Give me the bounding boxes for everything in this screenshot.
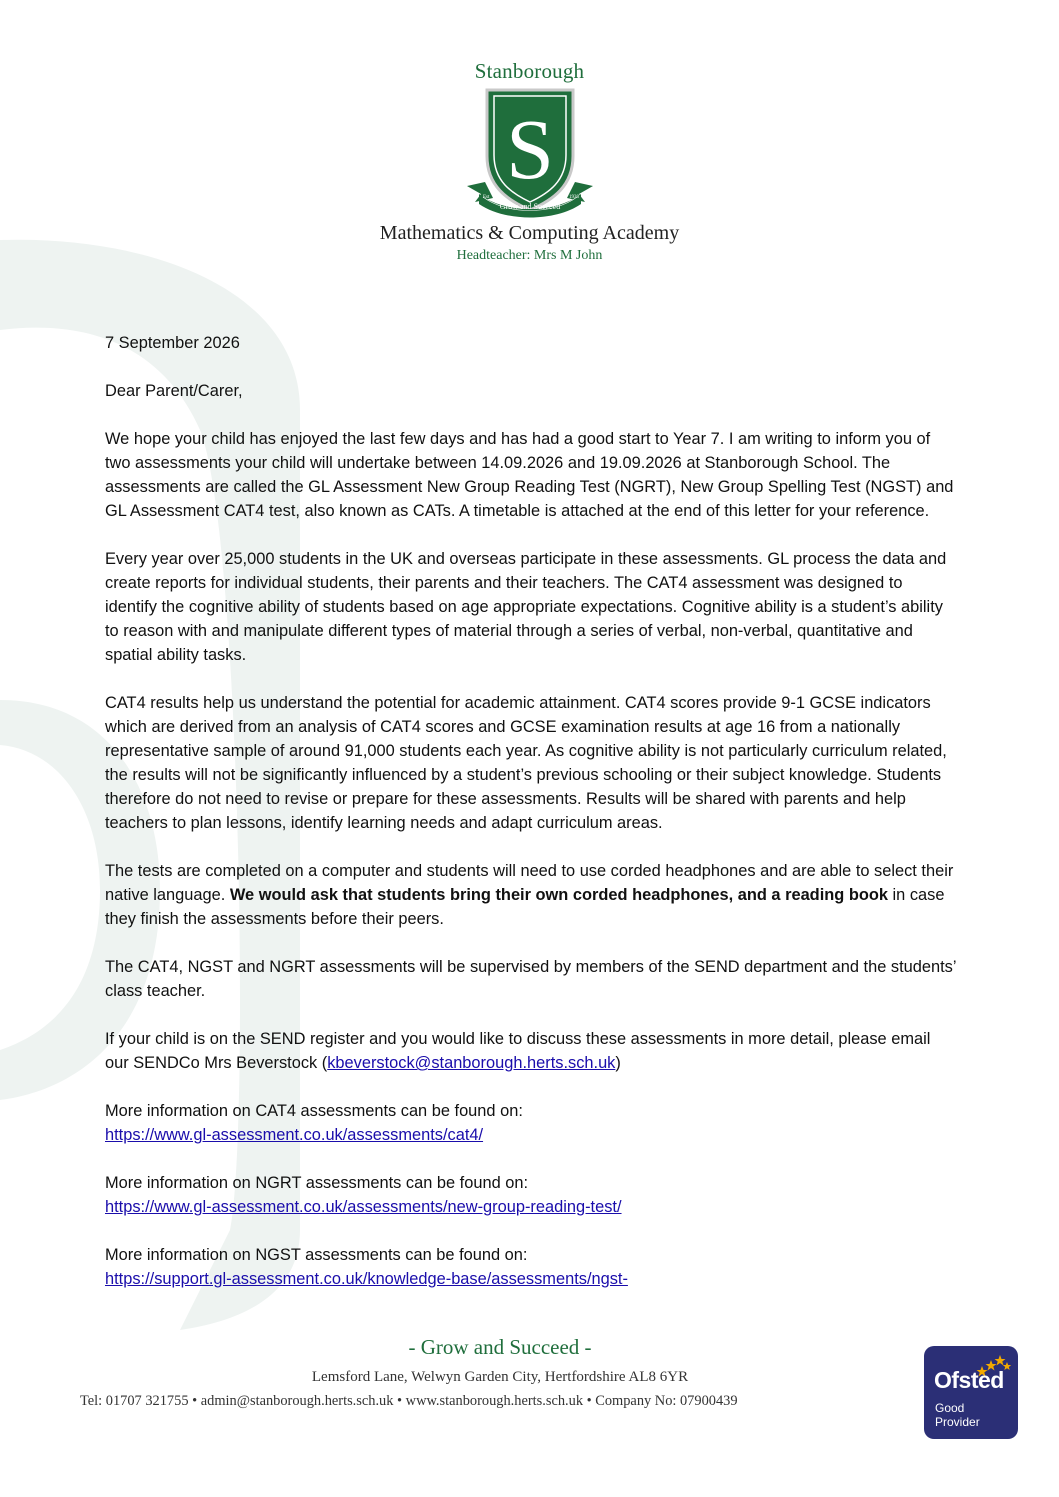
send-close: ) (615, 1054, 621, 1072)
crest-motto: Grow and Succeed (499, 202, 560, 211)
footer-motto: - Grow and Succeed - (408, 1335, 592, 1359)
ngrt-info-label: More information on NGRT assessments can be found on: (105, 1174, 529, 1192)
ofsted-name: Ofsted (934, 1367, 1004, 1393)
ofsted-grade (935, 1401, 980, 1429)
ofsted-badge (924, 1346, 1018, 1439)
headteacher-line: Headteacher: Mrs M John (456, 248, 603, 263)
letterhead (0, 58, 1059, 265)
sendco-email-link[interactable]: kbeverstock@stanborough.herts.sch.uk (327, 1054, 616, 1072)
headphones-text: The tests are completed on a computer and students will need to use corded headphones and are able to select their native language. (105, 862, 954, 904)
headphones-text-end: in case they finish the assessments before their peers. (105, 886, 945, 928)
crest-est: Est (482, 195, 489, 200)
paragraph-cat4-results: CAT4 results help us understand the potential for academic attainment. CAT4 scores provide 9-1 GCSE indicators which are derived from an analysis of CAT4 scores and GCSE examination results at age 16 from a nationally representative sample of around 91,000 students each year. As cognitive ability is not particularly curriculum related, the results will not be significantly influenced by a student’s previous schooling or their subject knowledge. Students therefore do not need to revise or prepare for these assessments. Results will be shared with parents and help teachers to plan lessons, identify learning needs and adapt curriculum areas. (105, 694, 947, 832)
school-crest-icon (465, 86, 595, 218)
ngst-info-link-row (105, 1267, 957, 1291)
paragraph-send-contact (105, 1027, 957, 1075)
academy-name: Mathematics & Computing Academy (379, 222, 680, 244)
crest-year: 1938 (568, 195, 579, 200)
ngrt-link[interactable]: https://www.gl-assessment.co.uk/assessments/new-group-reading-test/ (105, 1198, 622, 1216)
cat4-info-link-row (105, 1123, 957, 1147)
school-name: Stanborough (474, 59, 585, 83)
ngst-link[interactable]: https://support.gl-assessment.co.uk/knowledge-base/assessments/ngst- (105, 1270, 628, 1288)
headphones-request: We would ask that students bring their own corded headphones, and a reading book (229, 886, 888, 904)
ngrt-info-link-row (105, 1195, 957, 1219)
paragraph-headphones (105, 859, 957, 931)
crest-letter: S (505, 101, 554, 197)
letter-body (105, 331, 957, 1291)
cat4-link[interactable]: https://www.gl-assessment.co.uk/assessments/cat4/ (105, 1126, 484, 1144)
paragraph-supervision: The CAT4, NGST and NGRT assessments will be supervised by members of the SEND department and the students’ class teacher. (105, 958, 956, 1000)
footer-contacts: Tel: 01707 321755 • admin@stanborough.herts.sch.uk • www.stanborough.herts.sch.uk • Company No: 07900439 (80, 1393, 738, 1409)
footer-address: Lemsford Lane, Welwyn Garden City, Hertfordshire AL8 6YR (311, 1369, 689, 1385)
paragraph-participation: Every year over 25,000 students in the UK and overseas participate in these assessments. GL process the data and create reports for individual students, their parents and their teachers. The CAT4 assessment was designed to identify the cognitive ability of students based on age appropriate expectations. Cognitive ability is a student’s ability to reason with and manipulate different types of material through a series of verbal, non-verbal, quantitative and spatial ability tasks. (105, 550, 947, 664)
ofsted-grade-line2: Provider (935, 1415, 980, 1429)
ngst-info-label: More information on NGST assessments can be found on: (105, 1246, 528, 1264)
cat4-info-label: More information on CAT4 assessments can be found on: (105, 1102, 523, 1120)
send-text: If your child is on the SEND register and you would like to discuss these assessments in more detail, please email our SENDCo Mrs Beverstock ( (105, 1030, 931, 1072)
paragraph-intro: We hope your child has enjoyed the last few days and has had a good start to Year 7. I am writing to inform you of two assessments your child will undertake between 14.09.2026 and 19.09.2026 at Stanborough School. The assessments are called the GL Assessment New Group Reading Test (NGRT), New Group Spelling Test (NGST) and GL Assessment CAT4 test, also known as CATs. A timetable is attached at the end of this letter for your reference. (105, 430, 954, 520)
ofsted-grade-line1: Good (935, 1401, 965, 1415)
letter-date: 7 September 2026 (105, 334, 240, 352)
salutation: Dear Parent/Carer, (105, 382, 243, 400)
